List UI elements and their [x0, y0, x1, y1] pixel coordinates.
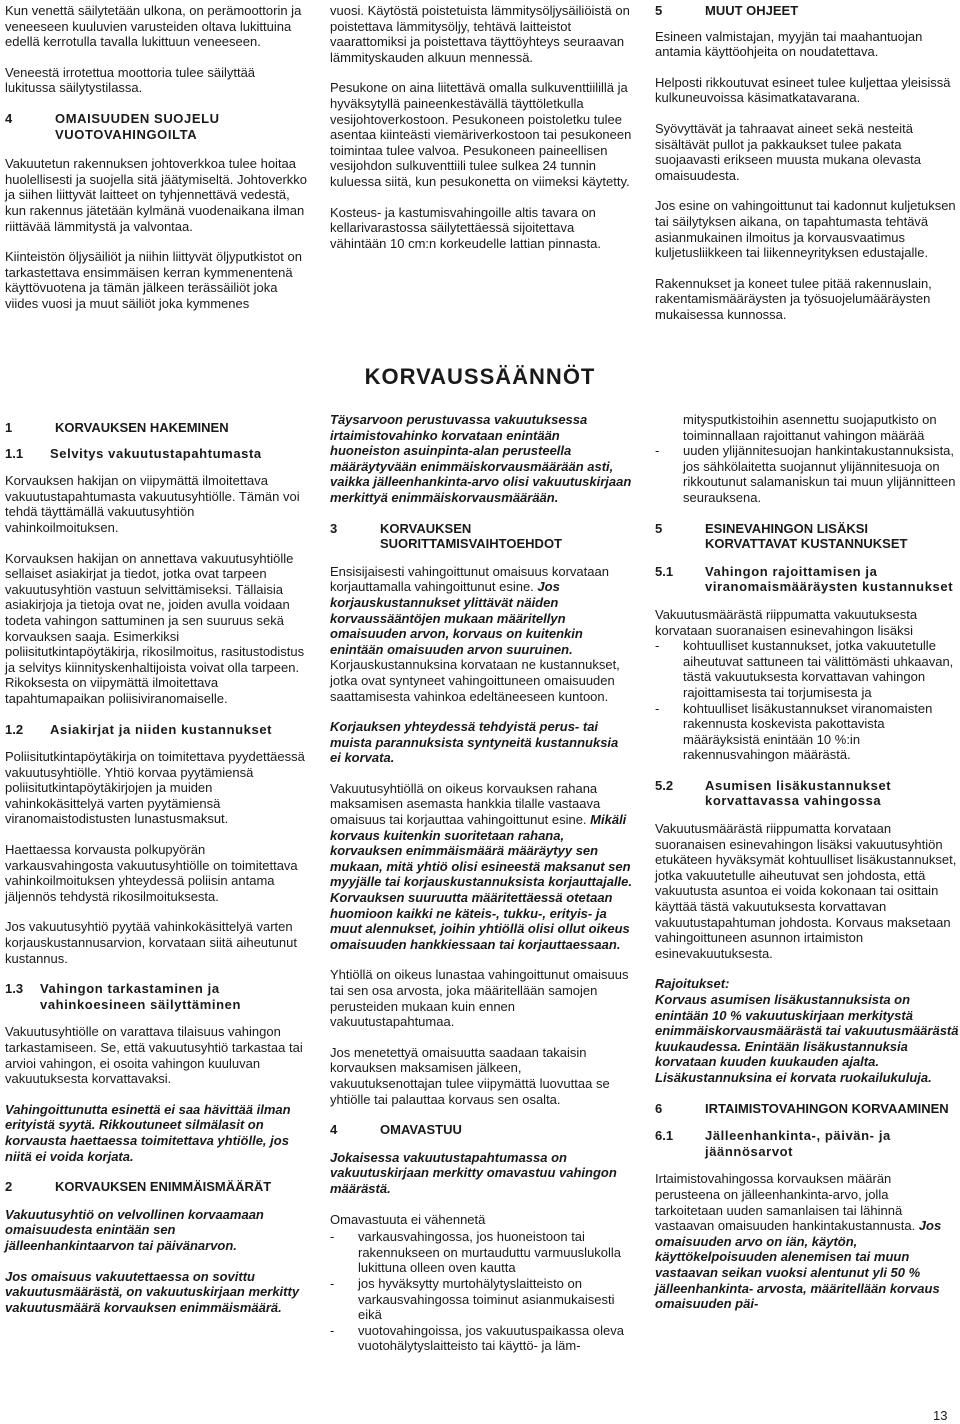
paragraph: Korvauksen hakijan on viipymättä ilmoitettava vakuutustapahtumasta vakuutusyhtiölle. Tämän voi tehdä täyttämällä vakuutusyhtiön vahinkoilmoituksen. [5, 473, 300, 535]
text-run: Vakuutusyhtiöllä on oikeus korvauksen rahana maksamisen asemasta hankkia tilalle vastaava omaisuus tai korjauttaa vahingoittunut esine. [330, 780, 601, 828]
section-heading-5 [655, 3, 959, 19]
section-heading-2 [5, 1179, 308, 1195]
subsection-heading-5-2 [655, 778, 959, 809]
paragraph: Pesukone on aina liitettävä omalla sulkuventtiilillä ja hyväksytyllä paineenkestävällä täyttöletkulla vesijohtoverkostoon. Pesukoneen poistoletku tulee asentaa kiinteästi viemäriverkostoon tai pesukoneen toimintaa tulee valvoa. Pesukoneen paineellisen vesijohdon sulkuventtiili tulee sulkea 24 tunnin kuluessa siitä, kun pesukonetta on viimeksi käytetty. [330, 80, 632, 189]
page-number: 13 [933, 1408, 948, 1423]
heading-title: OMAISUUDEN SUOJELU VUOTOVAHINGOILTA [55, 110, 220, 142]
section-heading-3 [330, 521, 632, 552]
paragraph: Kiinteistön öljysäiliöt ja niihin liittyvät öljyputkistot on tarkastettava ensimmäisen kerran kymmenentenä käyttövuotena ja tämän jälkeen terässäiliöt joka viides vuosi ja muut säiliöt joka kymmenes [5, 249, 302, 311]
heading-title: Asiakirjat ja niiden kustannukset [50, 721, 273, 737]
heading-number: 1 [5, 420, 13, 435]
heading-number: 5 [655, 3, 663, 18]
list-item-text: vuotovahingoissa, jos vakuutuspaikassa oleva vuotohälytyslaitteisto tai käyttö- ja läm- [358, 1322, 624, 1354]
heading-number: 5 [655, 520, 663, 536]
list-item-text: jos hyväksytty murtohälytyslaitteisto on varkausvahingossa toiminut asianmukaisesti eikä [358, 1275, 615, 1323]
paragraph-emphasis: Korjauksen yhteydessä tehdyistä perus- tai muista parannuksista syntyneitä kustannuksia ei korvata. [330, 719, 619, 766]
top-column-1 [5, 3, 308, 327]
text-run: Irtaimistovahingossa korvauksen määrän perusteena on jälleenhankinta-arvo, jolla tarkoitetaan uuden samanlaisen tai lähinnä vastaavan omaisuuden hankintakustannusta. [655, 1171, 919, 1234]
text-run-emphasis: Mikäli korvaus kuitenkin suoritetaan rahana, korvauksen enimmäismäärä määräytyy sen mukaan, mitä yhtiö olisi esineestä maksanut sen myyjälle tai korjauskustannuksista korjauttajalle. Korvauksen suuruutta määritettäessä otetaan huomioon kaikki ne käteis-, tukku-, erityis- ja muut alennukset, joihin yhtiöllä olisi ollut oikeus omaisuuden hankkiessaan tai korjauttaessaan. [330, 812, 633, 952]
heading-title: KORVAUKSEN SUORITTAMISVAIHTOEHDOT [380, 520, 562, 552]
list-item [330, 1323, 632, 1354]
text-run: Ensisijaisesti vahingoittunut omaisuus korvataan korjauttamalla vahingoittunut esine. [330, 563, 609, 595]
heading-title: Asumisen lisäkustannukset korvattavassa vahingossa [705, 777, 892, 809]
section-heading-6 [655, 1101, 959, 1117]
paragraph-emphasis: Vahingoittunutta esinettä ei saa hävittää ilman erityistä syytä. Rikkoutuneet silmälasit on korvausta haettaessa toimitettava yhtiölle, jos niitä ei voida korjata. [5, 1101, 291, 1164]
paragraph: Helposti rikkoutuvat esineet tulee kuljettaa yleisissä kulkuneuvoissa käsimatkatavarana. [655, 74, 951, 106]
paragraph-emphasis: Jos omaisuus vakuutettaessa on sovittu vakuutusmäärästä, on vakuutuskirjaan merkitty vakuutusmäärä korvauksen enimmäismäärä. [5, 1268, 300, 1315]
list-dash: - [655, 700, 660, 716]
paragraph: Haettaessa korvausta polkupyörän varkausvahingosta vakuutusyhtiölle on toimitettava vahinkoilmoituksen yhteydessä poliisin antama jäljennös tehdystä rikosilmoituksesta. [5, 842, 298, 904]
paragraph: Yhtiöllä on oikeus lunastaa vahingoittunut omaisuus tai sen osa arvosta, joka määritellään samojen perusteiden mukaan kuin ennen vakuutustapahtumaa. [330, 967, 629, 1030]
paragraph [330, 781, 632, 953]
paragraph: Jos menetettyä omaisuutta saadaan takaisin korvauksen maksamisen jälkeen, vakuutuksenottajan tulee viipymättä luovuttaa se yhtiölle tai palauttaa korvaus sen osalta. [330, 1044, 610, 1107]
paragraph: Kosteus- ja kastumisvahingoille altis tavara on kellarivarastossa säilytettäessä sijoitettava vähintään 10 cm:n korkeudelle lattian pinnasta. [330, 204, 602, 251]
subsection-heading-5-1 [655, 564, 959, 595]
heading-number: 6.1 [655, 1128, 674, 1144]
list-item-text: varkausvahingossa, jos huoneistoon tai rakennukseen on murtauduttu varmuuslukolla lukittuna olleen oven kautta [358, 1229, 622, 1276]
paragraph-emphasis: Jokaisessa vakuutustapahtumassa on vakuutuskirjaan merkitty omavastuu vahingon määrästä. [330, 1149, 617, 1196]
paragraph [655, 1171, 959, 1311]
paragraph: Rakennukset ja koneet tulee pitää rakennuslain, rakentamismääräysten ja työsuojelumääräysten mukaisessa kunnossa. [655, 275, 932, 322]
paragraph: Jos vakuutusyhtiö pyytää vahinkokäsittelyä varten korjauskustannusarvion, korvataan siitä aiheutunut kustannus. [5, 919, 297, 966]
subsection-heading-1-1 [5, 446, 308, 462]
paragraph: Vakuutusmäärästä riippumatta korvataan suoranaisen esinevahingon lisäksi vakuutusyhtiön etukäteen hyväksymät kohtuulliset lisäkustannukset, jotka vakuutetulle aiheutuvat sen johdosta, että vakuutusta asuntoa ei voida kokonaan tai osittain käyttää tästä vakuutuksesta korvattavan vakuutustapahtuman johdosta. Korvaus maksetaan vahingoittuneen asunnon irtaimiston esinevakuutuksesta. [655, 821, 957, 961]
top-column-2 [330, 3, 632, 266]
list-item-text: kohtuulliset kustannukset, jotka vakuutetulle aiheutuvat sattuneen tai välittömästi uhkaavan, tästä vakuutuksesta korvattavan vahingon rajoittamisesta tai torjumisesta ja [683, 638, 954, 700]
paragraph: Vakuutetun rakennuksen johtoverkkoa tulee hoitaa huolellisesti ja suojella sitä jäätymiseltä. Johtoverkko ja siihen liittyvät laitteet on tyhjennettävä vedestä, kun rakennus jätetään kylmänä vuodenaikana ilman riittävää lämmitystä ja valvontaa. [5, 156, 308, 234]
heading-title: Jälleenhankinta-, päivän- ja jäännösarvot [705, 1128, 891, 1159]
paragraph: Korvauksen hakijan on annettava vakuutusyhtiölle sellaiset asiakirjat ja tiedot, jotka ovat tarpeen vakuutusyhtiön vastuun selvittämiseksi. Tällaisia asiakirjoja ja tietoja ovat ne, joiden avulla voidaan todeta vahingon sattuminen ja sen suuruus sekä korvauksen saaja. Esimerkiksi poliisitutkintapöytäkirja, rikosilmoitus, rasitustodistus ja selvitys kiinnityskenhaltijoista voivat olla tarpeen. Rikoksesta on viipymättä ilmoitettava tapahtumapaikan poliisiviranomaiselle. [5, 550, 305, 706]
subsection-heading-1-2 [5, 722, 308, 738]
heading-title: IRTAIMISTOVAHINGON KORVAAMINEN [705, 1100, 949, 1116]
list-item [330, 1276, 632, 1323]
list-dash-spacer [655, 412, 683, 443]
paragraph: vuosi. Käytöstä poistetuista lämmitysöljysäiliöistä on poistettava lämmitysöljy, tehtävä laitteistot vaarattomiksi ja poistettava täyttöyhteys seuraavan lämmityskauden alkuun mennessä. [330, 3, 630, 65]
heading-title: Vahingon rajoittamisen ja viranomaismääräysten kustannukset [705, 563, 954, 595]
restrictions-label: Rajoitukset: [655, 976, 730, 992]
paragraph: Syövyttävät ja tahraavat aineet sekä nesteitä sisältävät pullot ja pakkaukset tulee pakata suojaavasti erikseen muusta mukana olevasta omaisuudesta. [655, 120, 921, 183]
list-dash: - [655, 638, 660, 654]
bottom-column-3 [655, 412, 959, 1327]
list-item [330, 1229, 632, 1276]
heading-number: 1.3 [5, 981, 24, 997]
heading-title: Vahingon tarkastaminen ja vahinkoesineen säilyttäminen [40, 981, 242, 1012]
heading-title: Selvitys vakuutustapahtumasta [50, 445, 262, 461]
text-run-emphasis: Jos korjauskustannukset ylittävät näiden korvaussääntöjen mukaan määritellyn omaisuuden arvon, korvaus on kuitenkin enintään omaisuuden arvon suuruinen. [330, 579, 583, 657]
list-dash: - [330, 1322, 335, 1338]
section-heading-4 [5, 111, 308, 142]
list-item [655, 443, 959, 505]
list-item [655, 701, 959, 763]
subsection-heading-1-3 [5, 981, 308, 1012]
paragraph: Omavastuuta ei vähennetä [330, 1211, 486, 1227]
list-dash: - [330, 1275, 335, 1291]
paragraph: Poliisitutkintapöytäkirja on toimitettava pyydettäessä vakuutusyhtiölle. Yhtiö korvaa pyytämiensä poliisitutkintapöytäkirjojen ja muiden vahinkokäsittelyä varten pyytämiensä viranomaistodistusten lunastusmaksut. [5, 749, 305, 827]
paragraph-emphasis: Korvaus asumisen lisäkustannuksista on enintään 10 % vakuutuskirjaan merkitystä enimmäiskorvausmäärästä tai vakuutusmäärästä kuukaudessa. Enintään lisäkustannuksia korvataan kuuden kuukauden ajalta. Lisäkustannuksina ei korvata ruokailukuluja. [655, 992, 959, 1085]
heading-number: 3 [330, 520, 338, 536]
heading-title: OMAVASTUU [380, 1122, 462, 1138]
heading-title: KORVAUKSEN HAKEMINEN [55, 420, 229, 435]
heading-title: KORVAUKSEN ENIMMÄISMÄÄRÄT [55, 1179, 272, 1195]
list-item-text: uuden ylijännitesuojan hankintakustannuksista, jos sähkölaitetta suojannut ylijännitesuoja on rikkoutunut salamaniskun tai muun ylijännitteen seurauksena. [683, 443, 956, 505]
paragraph: Kun venettä säilytetään ulkona, on perämoottorin ja veneeseen kuuluvien varusteiden oltava lukittuina edellä kerrotulla tavalla lukittuun veneeseen. [5, 3, 302, 50]
paragraph-emphasis: Vakuutusyhtiö on velvollinen korvaamaan omaisuudesta enintään sen jälleenhankintaarvon tai päivänarvon. [5, 1206, 264, 1253]
list-item-continued [655, 412, 959, 443]
paragraph: Vakuutusyhtiölle on varattava tilaisuus vahingon tarkastamiseen. Se, että vakuutusyhtiö tarkastaa tai arvioi vahingon, ei osoita vahingon kuuluvan vakuutuksesta korvattavaksi. [5, 1024, 303, 1087]
paragraph: Jos esine on vahingoittunut tai kadonnut kuljetuksen tai säilytyksen aikana, on tapahtumasta tehtävä asianmukainen ilmoitus ja korvausvaatimus kuljetusliikkeen tai liikenneyrityksen edustajalle. [655, 198, 956, 261]
heading-number: 5.1 [655, 563, 674, 579]
bottom-column-2 [330, 412, 632, 1354]
paragraph: Veneestä irrotettua moottoria tulee säilyttää lukitussa säilytystilassa. [5, 64, 256, 96]
section-heading-5 [655, 521, 959, 552]
heading-title: ESINEVAHINGON LISÄKSI KORVATTAVAT KUSTANNUKSET [705, 520, 908, 552]
paragraph-emphasis: Täysarvoon perustuvassa vakuutuksessa irtaimistovahinko korvataan enintään huoneiston asuinpinta-alan perusteella määräytyvään enimmäiskorvausmäärään asti, vaikka jälleenhankinta-arvo olisi vakuutuskirjaan merkittyä enimmäiskorvausmäärään. [330, 412, 632, 505]
subsection-heading-6-1 [655, 1128, 959, 1159]
top-column-3 [655, 3, 959, 338]
heading-title: MUUT OHJEET [705, 3, 799, 18]
heading-number: 4 [330, 1122, 338, 1138]
heading-number: 5.2 [655, 777, 674, 793]
section-heading-4 [330, 1122, 632, 1138]
text-run-emphasis: Jos omaisuuden arvo on iän, käytön, käyttökelpoisuuden alenemisen tai muun vastaavan seikan vuoksi alentunut yli 50 % jälleenhankinta- arvosta, määritellään korvaus omaisuuden päi- [655, 1218, 942, 1312]
paragraph: Vakuutusmäärästä riippumatta vakuutuksesta korvataan suoranaisen esinevahingon lisäksi [655, 606, 918, 638]
bottom-column-1 [5, 420, 308, 1330]
list-item [655, 638, 959, 700]
list-item-text: mitysputkistoihin asennettu suojaputkisto on toiminnallaan rajoittanut vahingon määrää [683, 412, 937, 443]
text-run: Korjauskustannuksina korvataan ne kustannukset, jotka ovat syntyneet vahingoittuneen omaisuuden saattamisesta vahinkoa edeltäneeseen kuntoon. [330, 657, 620, 704]
page-title: KORVAUSSÄÄNNÖT [364, 364, 596, 389]
paragraph: Esineen valmistajan, myyjän tai maahantuojan antamia käyttöohjeita on noudatettava. [655, 28, 923, 60]
heading-number: 1.1 [5, 445, 24, 461]
heading-number: 6 [655, 1100, 663, 1116]
heading-number: 4 [5, 110, 13, 126]
list-dash: - [655, 443, 660, 459]
paragraph [330, 564, 632, 704]
list-dash: - [330, 1229, 335, 1245]
heading-number: 2 [5, 1179, 13, 1195]
heading-number: 1.2 [5, 721, 24, 737]
section-heading-1 [5, 420, 308, 436]
list-item-text: kohtuulliset lisäkustannukset viranomaisten rakennusta koskevista pakottavista määräyksistä enintään 10 %:in rakennusvahingon määrästä. [683, 700, 933, 763]
